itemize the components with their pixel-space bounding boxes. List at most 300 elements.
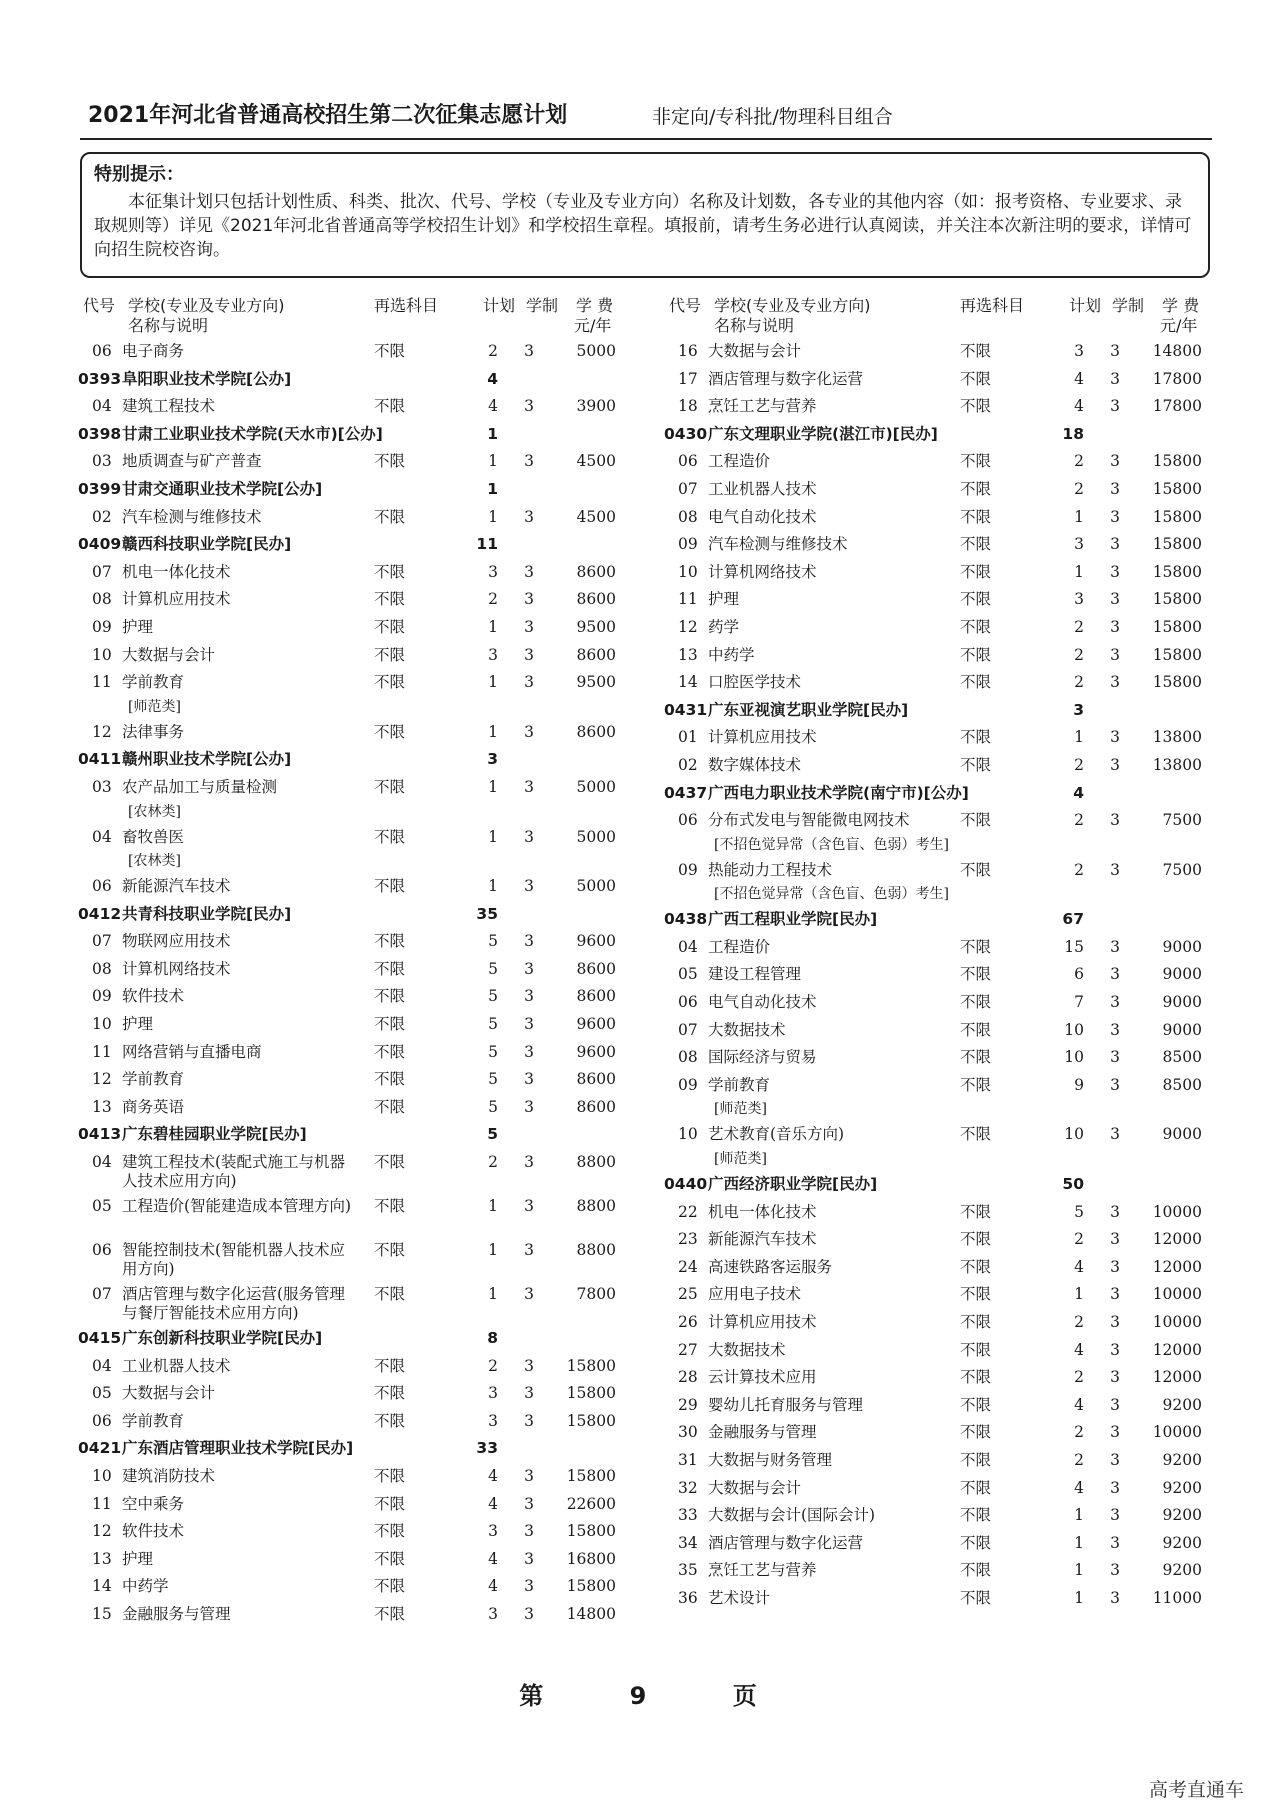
major-fee: 8800 <box>576 1241 616 1260</box>
major-plan: 1 <box>488 877 498 896</box>
school-name: 广东亚视演艺职业学院[民办] <box>708 700 909 719</box>
major-row <box>78 1011 638 1039</box>
major-code: 18 <box>678 397 698 416</box>
school-row <box>664 1171 1224 1199</box>
major-years: 3 <box>524 932 534 951</box>
major-name: 中药学 <box>122 1577 169 1596</box>
major-code: 04 <box>92 397 112 416</box>
major-code: 34 <box>678 1533 698 1552</box>
major-years: 3 <box>524 673 534 692</box>
major-plan: 3 <box>488 1384 498 1403</box>
major-row <box>78 1546 638 1574</box>
school-name: 甘肃工业职业技术学院(天水市)[公办] <box>122 424 383 443</box>
major-subject: 不限 <box>374 562 406 581</box>
major-row <box>78 559 638 587</box>
major-code: 26 <box>678 1313 698 1331</box>
major-row <box>664 1364 1224 1392</box>
major-name: 金融服务与管理 <box>122 1604 231 1623</box>
school-name: 广东碧桂园职业学院[民办] <box>122 1125 307 1144</box>
major-name: 艺术教育(音乐方向) <box>708 1125 845 1144</box>
major-years: 3 <box>1110 1395 1120 1414</box>
major-subject: 不限 <box>960 1257 992 1276</box>
major-row <box>664 1044 1224 1072</box>
major-subject: 不限 <box>374 1285 406 1304</box>
major-plan: 4 <box>488 1549 498 1568</box>
major-subject: 不限 <box>960 937 992 956</box>
major-subject: 不限 <box>960 507 992 526</box>
major-fee: 5000 <box>576 827 616 846</box>
school-code: 0411 <box>78 750 122 769</box>
major-note: [师范类] <box>714 1101 767 1118</box>
major-plan: 1 <box>488 673 498 692</box>
major-subject: 不限 <box>374 1356 406 1375</box>
major-subject: 不限 <box>374 959 406 978</box>
major-fee: 4500 <box>576 507 616 526</box>
major-years: 3 <box>1110 673 1120 692</box>
major-note: [师范类] <box>128 698 181 715</box>
major-code: 11 <box>92 673 112 692</box>
major-code: 13 <box>92 1549 112 1568</box>
major-subject: 不限 <box>960 1230 992 1249</box>
major-subject: 不限 <box>374 1197 406 1216</box>
major-subject: 不限 <box>374 617 406 636</box>
major-fee: 7800 <box>576 1285 616 1304</box>
header-name-line2: 名称与说明 <box>128 316 209 335</box>
major-plan: 4 <box>488 1494 498 1513</box>
header-subject: 再选科目 <box>960 296 1025 315</box>
school-row <box>78 421 638 449</box>
major-row <box>78 1066 638 1094</box>
major-name: 婴幼儿托育服务与管理 <box>708 1395 864 1414</box>
major-plan: 5 <box>488 1015 498 1034</box>
major-subject: 不限 <box>960 1340 992 1359</box>
major-code: 15 <box>92 1604 112 1623</box>
major-subject: 不限 <box>374 645 406 664</box>
major-years: 3 <box>1110 562 1120 581</box>
major-years: 3 <box>1110 1257 1120 1276</box>
major-fee: 15800 <box>566 1384 616 1403</box>
major-years: 3 <box>524 645 534 664</box>
major-subject: 不限 <box>374 673 406 692</box>
major-code: 05 <box>92 1384 112 1403</box>
major-note-row <box>664 1099 1224 1121</box>
major-row <box>78 1149 638 1193</box>
major-row <box>664 1017 1224 1045</box>
major-years: 3 <box>524 590 534 609</box>
header-fee-line2: 元/年 <box>1160 316 1198 335</box>
major-plan: 3 <box>1074 535 1084 554</box>
school-name: 广西电力职业技术学院(南宁市)[公办] <box>708 783 969 802</box>
major-code: 08 <box>678 1048 698 1067</box>
major-plan: 1 <box>488 617 498 636</box>
page-footer <box>0 1676 1280 1711</box>
major-code: 04 <box>92 1356 112 1375</box>
major-code: 25 <box>678 1285 698 1304</box>
major-plan: 1 <box>1074 1506 1084 1525</box>
major-code: 05 <box>92 1197 112 1216</box>
major-name: 畜牧兽医 <box>122 827 185 846</box>
major-plan: 10 <box>1064 1020 1084 1039</box>
major-years: 3 <box>1110 342 1120 360</box>
major-subject: 不限 <box>960 452 992 471</box>
header-code: 代号 <box>83 296 116 315</box>
major-plan: 4 <box>488 1467 498 1485</box>
major-name: 口腔医学技术 <box>708 673 802 692</box>
school-name: 阜阳职业技术学院[公办] <box>122 369 292 388</box>
major-fee: 8600 <box>576 590 616 609</box>
school-code: 0409 <box>78 535 122 554</box>
major-plan: 1 <box>488 722 498 741</box>
major-subject: 不限 <box>960 590 992 609</box>
major-name: 商务英语 <box>122 1097 185 1116</box>
major-code: 03 <box>92 452 112 471</box>
major-name: 建设工程管理 <box>708 965 802 984</box>
major-plan: 5 <box>1074 1202 1084 1221</box>
major-note: [师范类] <box>714 1151 767 1168</box>
major-plan: 2 <box>1074 1450 1084 1469</box>
major-name: 汽车检测与维修技术 <box>708 535 848 554</box>
major-plan: 2 <box>1074 452 1084 471</box>
major-row <box>78 1281 638 1325</box>
major-fee: 9500 <box>576 617 616 636</box>
major-name: 酒店管理与数字化运营 <box>708 1533 864 1552</box>
major-years: 3 <box>1110 617 1120 636</box>
major-code: 12 <box>92 1522 112 1541</box>
school-row <box>78 901 638 929</box>
major-plan: 5 <box>488 1070 498 1089</box>
major-plan: 1 <box>488 777 498 796</box>
header-years: 学制 <box>526 296 559 315</box>
major-years: 3 <box>524 1384 534 1403</box>
major-fee: 9200 <box>1162 1533 1202 1552</box>
school-code: 0393 <box>78 369 122 388</box>
major-years: 3 <box>1110 1506 1120 1525</box>
major-fee: 12000 <box>1152 1340 1202 1359</box>
major-code: 09 <box>678 860 698 879</box>
major-name: 护理 <box>708 590 740 609</box>
major-fee: 9600 <box>576 1042 616 1061</box>
major-code: 11 <box>678 590 698 609</box>
major-row <box>664 807 1224 835</box>
school-plan-total: 1 <box>487 479 498 498</box>
school-name: 共青科技职业学院[民办] <box>122 904 292 923</box>
major-fee: 5000 <box>576 877 616 896</box>
school-row <box>78 1121 638 1149</box>
major-name: 新能源汽车技术 <box>708 1230 817 1249</box>
major-years: 3 <box>1110 369 1120 388</box>
major-row <box>78 586 638 614</box>
major-row <box>664 934 1224 962</box>
footer-suffix: 页 <box>732 1682 761 1710</box>
major-subject: 不限 <box>960 1125 992 1144</box>
major-code: 09 <box>678 1075 698 1094</box>
major-fee: 9200 <box>1162 1561 1202 1580</box>
major-row <box>78 873 638 901</box>
major-subject: 不限 <box>960 1588 992 1607</box>
major-fee: 13800 <box>1152 728 1202 747</box>
major-subject: 不限 <box>960 1450 992 1469</box>
major-code: 06 <box>92 342 112 360</box>
major-code: 30 <box>678 1423 698 1442</box>
major-row <box>664 476 1224 504</box>
school-code: 0415 <box>78 1329 122 1348</box>
major-fee: 15800 <box>1152 562 1202 581</box>
major-subject: 不限 <box>960 645 992 664</box>
major-plan: 5 <box>488 932 498 951</box>
major-years: 3 <box>524 1042 534 1061</box>
school-row <box>78 531 638 559</box>
major-plan: 2 <box>1074 1423 1084 1442</box>
major-plan: 3 <box>488 1604 498 1623</box>
major-fee: 7500 <box>1162 860 1202 879</box>
major-fee: 16800 <box>566 1549 616 1568</box>
major-row <box>78 983 638 1011</box>
major-code: 09 <box>92 617 112 636</box>
major-subject: 不限 <box>960 1478 992 1497</box>
major-code: 06 <box>92 1411 112 1430</box>
major-plan: 2 <box>1074 1313 1084 1331</box>
major-plan: 1 <box>488 1197 498 1216</box>
major-row <box>664 614 1224 642</box>
major-subject: 不限 <box>960 369 992 388</box>
school-name: 广东酒店管理职业技术学院[民办] <box>122 1439 354 1458</box>
major-name: 计算机应用技术 <box>122 590 231 609</box>
major-name: 艺术设计 <box>708 1588 771 1607</box>
major-plan: 1 <box>1074 1588 1084 1607</box>
major-fee: 15800 <box>1152 590 1202 609</box>
major-name: 建筑消防技术 <box>122 1467 216 1485</box>
major-years: 3 <box>1110 728 1120 747</box>
major-name: 工程造价 <box>708 937 771 956</box>
major-plan: 1 <box>1074 1285 1084 1304</box>
major-fee: 9500 <box>576 673 616 692</box>
major-subject: 不限 <box>960 617 992 636</box>
major-row <box>664 669 1224 697</box>
major-code: 16 <box>678 342 698 360</box>
major-name: 软件技术 <box>122 987 185 1006</box>
major-name: 建筑工程技术(装配式施工与机器人技术应用方向) <box>122 1153 346 1191</box>
major-plan: 2 <box>1074 673 1084 692</box>
major-name: 软件技术 <box>122 1522 185 1541</box>
major-name: 数字媒体技术 <box>708 755 802 774</box>
major-code: 24 <box>678 1257 698 1276</box>
major-plan: 1 <box>488 1285 498 1304</box>
major-years: 3 <box>524 507 534 526</box>
major-name: 烹饪工艺与营养 <box>708 1561 817 1580</box>
major-years: 3 <box>524 959 534 978</box>
major-fee: 9600 <box>576 932 616 951</box>
major-row <box>664 1309 1224 1337</box>
school-code: 0399 <box>78 479 122 498</box>
major-code: 06 <box>92 877 112 896</box>
major-plan: 10 <box>1064 1125 1084 1144</box>
major-years: 3 <box>1110 1588 1120 1607</box>
major-fee: 9200 <box>1162 1478 1202 1497</box>
major-row <box>78 719 638 747</box>
major-row <box>664 531 1224 559</box>
school-plan-total: 4 <box>487 369 498 388</box>
major-code: 12 <box>92 722 112 741</box>
major-note-row <box>78 697 638 719</box>
major-row <box>664 1502 1224 1530</box>
major-subject: 不限 <box>960 1368 992 1387</box>
major-plan: 2 <box>488 1153 498 1172</box>
school-row <box>664 780 1224 808</box>
major-code: 08 <box>678 507 698 526</box>
major-name: 金融服务与管理 <box>708 1423 817 1442</box>
header-plan: 计划 <box>1069 296 1102 315</box>
school-code: 0421 <box>78 1439 122 1458</box>
major-row <box>664 559 1224 587</box>
major-fee: 15800 <box>566 1522 616 1541</box>
major-years: 3 <box>1110 1313 1120 1331</box>
major-fee: 9000 <box>1162 937 1202 956</box>
major-plan: 1 <box>1074 728 1084 747</box>
notice-heading: 特别提示： <box>94 164 184 185</box>
major-note: [农林类] <box>128 803 181 820</box>
major-code: 09 <box>678 535 698 554</box>
major-name: 酒店管理与数字化运营(服务管理与餐厅智能技术应用方向) <box>122 1285 346 1323</box>
major-name: 大数据与会计 <box>708 342 802 360</box>
major-code: 06 <box>678 452 698 471</box>
major-row <box>78 824 638 852</box>
major-plan: 1 <box>488 507 498 526</box>
major-plan: 4 <box>488 1577 498 1596</box>
major-row <box>78 1573 638 1601</box>
major-plan: 5 <box>488 959 498 978</box>
major-plan: 1 <box>1074 1533 1084 1552</box>
major-code: 07 <box>92 562 112 581</box>
major-plan: 2 <box>488 342 498 360</box>
major-plan: 4 <box>1074 369 1084 388</box>
major-row <box>664 1530 1224 1558</box>
left-column <box>78 296 638 1629</box>
major-subject: 不限 <box>960 1285 992 1304</box>
major-plan: 4 <box>1074 1478 1084 1497</box>
major-years: 3 <box>524 1356 534 1375</box>
major-fee: 14800 <box>1152 342 1202 360</box>
major-fee: 9000 <box>1162 1125 1202 1144</box>
major-row <box>664 586 1224 614</box>
major-row <box>78 448 638 476</box>
school-code: 0412 <box>78 904 122 923</box>
major-years: 3 <box>524 1549 534 1568</box>
major-fee: 8600 <box>576 1097 616 1116</box>
major-years: 3 <box>524 1070 534 1089</box>
major-years: 3 <box>1110 507 1120 526</box>
major-name: 热能动力工程技术 <box>708 860 833 879</box>
major-note: [不招色觉异常（含色盲、色弱）考生] <box>714 886 949 903</box>
major-code: 02 <box>92 507 112 526</box>
major-code: 11 <box>92 1042 112 1061</box>
major-years: 3 <box>1110 479 1120 498</box>
school-name: 甘肃交通职业技术学院[公办] <box>122 479 323 498</box>
major-name: 大数据与会计 <box>122 645 216 664</box>
major-plan: 3 <box>488 1522 498 1541</box>
major-fee: 15800 <box>1152 479 1202 498</box>
major-code: 29 <box>678 1395 698 1414</box>
major-years: 3 <box>524 1494 534 1513</box>
school-row <box>78 1435 638 1463</box>
notice-box <box>80 152 1210 278</box>
major-fee: 8500 <box>1162 1048 1202 1067</box>
major-code: 22 <box>678 1202 698 1221</box>
major-years: 3 <box>1110 1285 1120 1304</box>
title-divider <box>80 138 1212 140</box>
major-plan: 7 <box>1074 993 1084 1012</box>
major-subject: 不限 <box>374 1384 406 1403</box>
major-plan: 4 <box>1074 1340 1084 1359</box>
major-fee: 9600 <box>576 1015 616 1034</box>
major-code: 08 <box>92 590 112 609</box>
major-subject: 不限 <box>374 722 406 741</box>
major-subject: 不限 <box>960 1533 992 1552</box>
major-code: 01 <box>678 728 698 747</box>
major-name: 电气自动化技术 <box>708 507 817 526</box>
major-row <box>78 504 638 532</box>
major-subject: 不限 <box>374 777 406 796</box>
major-plan: 3 <box>488 1411 498 1430</box>
major-row <box>78 669 638 697</box>
major-fee: 9000 <box>1162 1020 1202 1039</box>
major-subject: 不限 <box>374 452 406 471</box>
major-years: 3 <box>1110 1340 1120 1359</box>
major-row <box>664 1585 1224 1613</box>
school-plan-total: 50 <box>1062 1175 1084 1194</box>
major-plan: 2 <box>1074 811 1084 830</box>
major-fee: 8600 <box>576 645 616 664</box>
major-subject: 不限 <box>374 342 406 360</box>
major-name: 电气自动化技术 <box>708 993 817 1012</box>
major-name: 学前教育 <box>122 1411 185 1430</box>
major-row <box>664 1447 1224 1475</box>
school-name: 广西工程职业学院[民办] <box>708 910 878 929</box>
major-name: 新能源汽车技术 <box>122 877 231 896</box>
major-subject: 不限 <box>960 1561 992 1580</box>
major-years: 3 <box>524 1522 534 1541</box>
major-row <box>78 1518 638 1546</box>
brand-text: 高考直通车 <box>1148 1779 1244 1801</box>
major-fee: 12000 <box>1152 1230 1202 1249</box>
major-name: 国际经济与贸易 <box>708 1048 817 1067</box>
major-subject: 不限 <box>374 1015 406 1034</box>
major-code: 04 <box>92 1153 112 1172</box>
major-note-row <box>664 884 1224 906</box>
school-plan-total: 5 <box>487 1125 498 1144</box>
major-subject: 不限 <box>960 1020 992 1039</box>
major-name: 网络营销与直播电商 <box>122 1042 262 1061</box>
major-row <box>78 956 638 984</box>
school-plan-total: 4 <box>1073 783 1084 802</box>
major-subject: 不限 <box>374 1241 406 1260</box>
major-years: 3 <box>524 1097 534 1116</box>
major-subject: 不限 <box>374 507 406 526</box>
major-fee: 10000 <box>1152 1285 1202 1304</box>
major-subject: 不限 <box>374 1467 406 1485</box>
major-years: 3 <box>1110 645 1120 664</box>
school-code: 0413 <box>78 1125 122 1144</box>
major-name: 工程造价(智能建造成本管理方向) <box>122 1197 352 1216</box>
major-fee: 8600 <box>576 959 616 978</box>
header-plan: 计划 <box>483 296 516 315</box>
major-years: 3 <box>524 777 534 796</box>
major-row <box>664 504 1224 532</box>
major-subject: 不限 <box>374 1604 406 1623</box>
major-plan: 3 <box>488 562 498 581</box>
major-name: 建筑工程技术 <box>122 397 216 416</box>
major-fee: 15800 <box>1152 645 1202 664</box>
school-code: 0440 <box>664 1175 708 1194</box>
